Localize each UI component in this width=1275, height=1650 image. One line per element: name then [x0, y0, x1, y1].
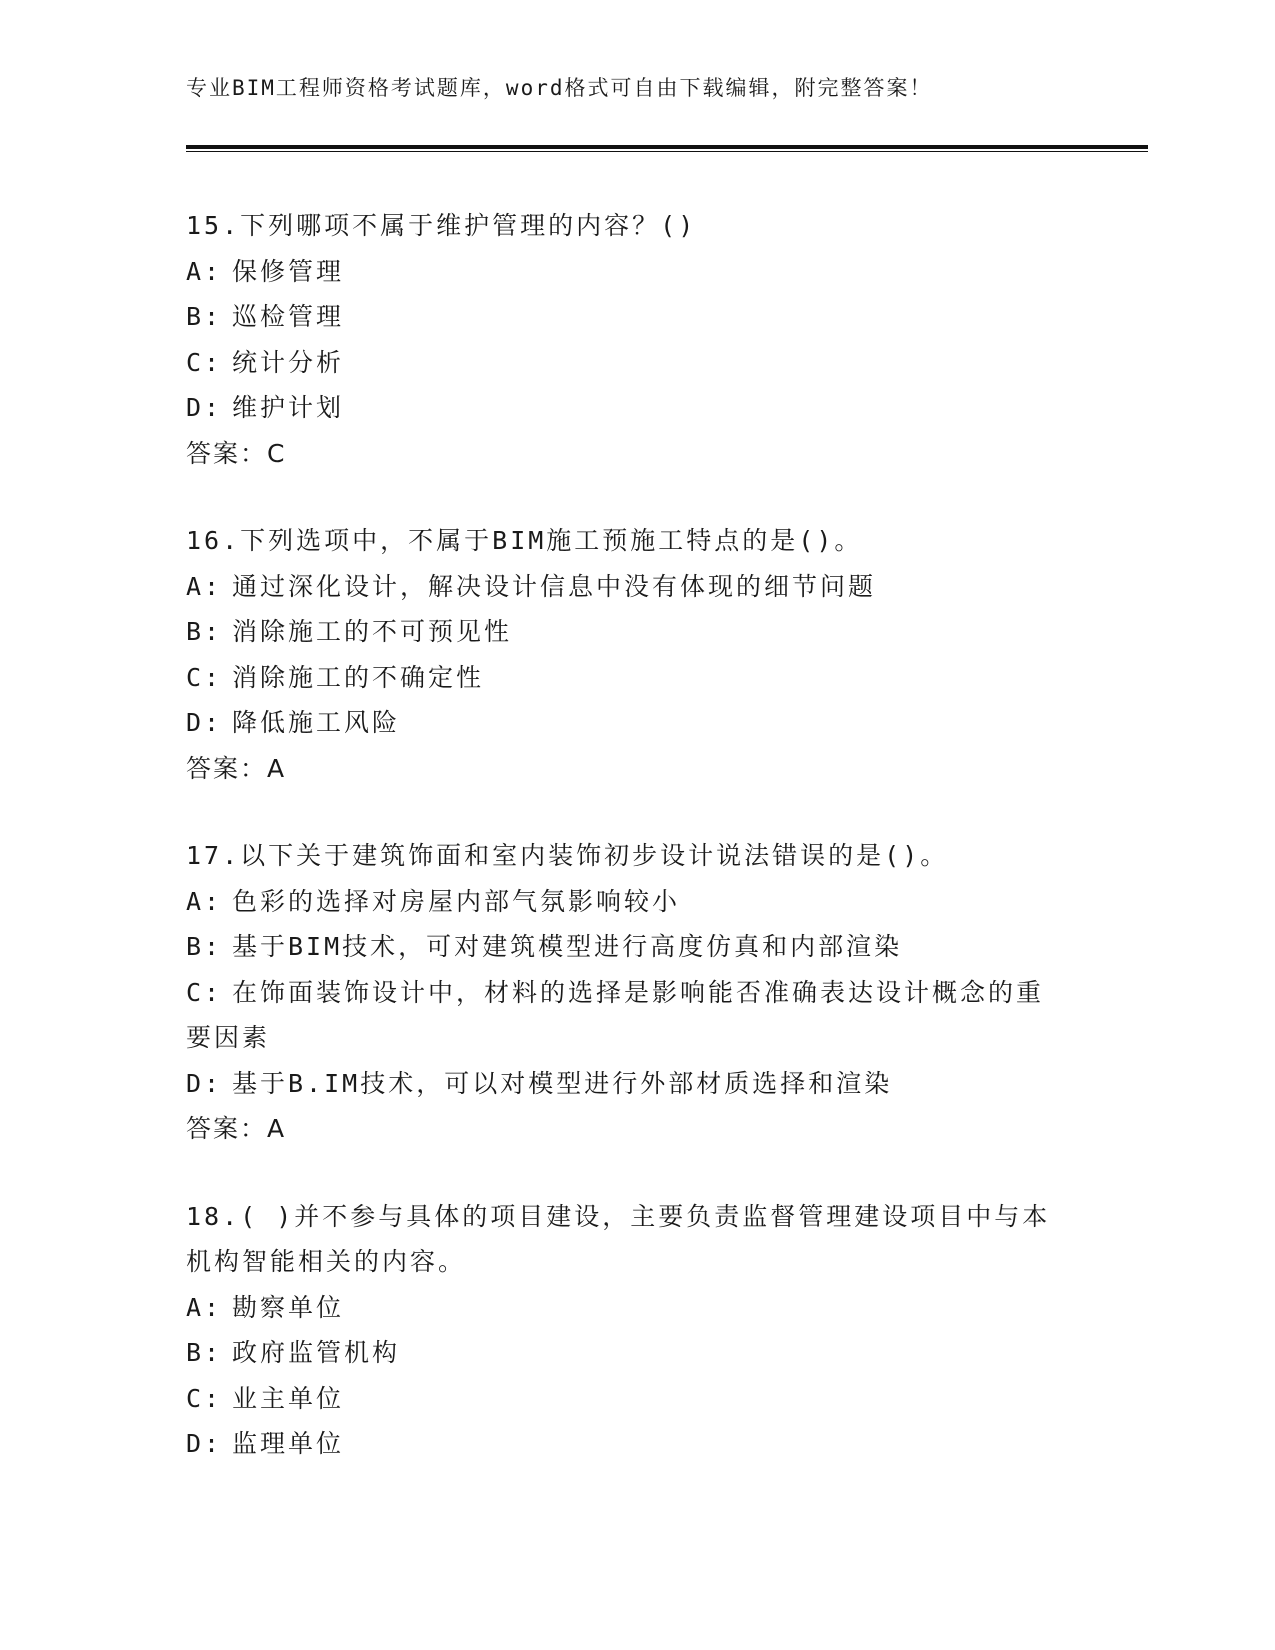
option-a	[186, 249, 1066, 295]
option-letter: A:	[186, 571, 223, 601]
option-b	[186, 1330, 1066, 1376]
option-text: 巡检管理	[232, 302, 345, 331]
page-header: 专业BIM工程师资格考试题库，word格式可自由下载编辑，附完整答案！	[186, 76, 933, 100]
option-text: 勘察单位	[232, 1292, 345, 1322]
question-stem: 15.下列哪项不属于维护管理的内容？()	[186, 211, 697, 240]
option-c	[186, 970, 1066, 1061]
option-d	[186, 1421, 1066, 1467]
option-d	[186, 1061, 1066, 1107]
option-a	[186, 1285, 1066, 1331]
option-letter: B:	[186, 932, 223, 961]
option-text: 基于BIM技术，可对建筑模型进行高度仿真和内部渲染	[232, 932, 903, 961]
option-text: 业主单位	[232, 1383, 345, 1413]
option-d	[186, 385, 1066, 431]
option-text: 政府监管机构	[232, 1338, 401, 1367]
question-16	[186, 518, 1066, 791]
question-list	[186, 203, 1066, 1509]
header-rule-thin	[186, 151, 1148, 152]
option-b	[186, 924, 1066, 970]
option-b	[186, 294, 1066, 340]
option-letter: C:	[186, 1383, 223, 1413]
option-letter: A:	[186, 256, 223, 286]
option-letter: B:	[186, 1338, 223, 1367]
option-letter: D:	[186, 1429, 223, 1458]
option-d	[186, 700, 1066, 746]
option-c	[186, 340, 1066, 386]
option-text: 保修管理	[232, 256, 345, 286]
option-letter: B:	[186, 302, 223, 331]
option-a	[186, 879, 1066, 925]
option-letter: C:	[186, 977, 223, 1007]
option-c	[186, 1376, 1066, 1422]
option-text: 降低施工风险	[232, 708, 401, 737]
answer-line: 答案：A	[186, 753, 287, 783]
option-letter: C:	[186, 347, 223, 377]
option-text: 色彩的选择对房屋内部气氛影响较小	[232, 886, 681, 916]
question-stem: 17.以下关于建筑饰面和室内装饰初步设计说法错误的是()。	[186, 841, 949, 870]
question-stem: 18.( )并不参与具体的项目建设，主要负责监督管理建设项目中与本机构智能相关的内容。	[186, 1201, 1051, 1276]
header-rule-thick	[186, 145, 1148, 149]
question-stem: 16.下列选项中，不属于BIM施工预施工特点的是()。	[186, 526, 863, 555]
option-a	[186, 564, 1066, 610]
option-letter: D:	[186, 1068, 223, 1098]
question-18	[186, 1194, 1066, 1467]
option-text: 基于B.IM技术，可以对模型进行外部材质选择和渲染	[232, 1068, 893, 1098]
option-b	[186, 609, 1066, 655]
answer-line: 答案：A	[186, 1114, 287, 1143]
question-15	[186, 203, 1066, 476]
option-text: 消除施工的不可预见性	[232, 617, 513, 646]
option-letter: C:	[186, 662, 223, 692]
option-letter: A:	[186, 886, 223, 916]
option-c	[186, 655, 1066, 701]
option-letter: D:	[186, 393, 223, 422]
question-17	[186, 833, 1066, 1152]
option-text: 维护计划	[232, 393, 345, 422]
option-text: 统计分析	[232, 347, 345, 377]
option-text: 在饰面装饰设计中，材料的选择是影响能否准确表达设计概念的重要因素	[186, 977, 1045, 1052]
option-letter: B:	[186, 617, 223, 646]
option-text: 通过深化设计，解决设计信息中没有体现的细节问题	[232, 571, 877, 601]
option-letter: A:	[186, 1292, 223, 1322]
answer-line: 答案：C	[186, 438, 287, 468]
option-text: 消除施工的不确定性	[232, 662, 485, 692]
option-letter: D:	[186, 708, 223, 737]
option-text: 监理单位	[232, 1429, 345, 1458]
